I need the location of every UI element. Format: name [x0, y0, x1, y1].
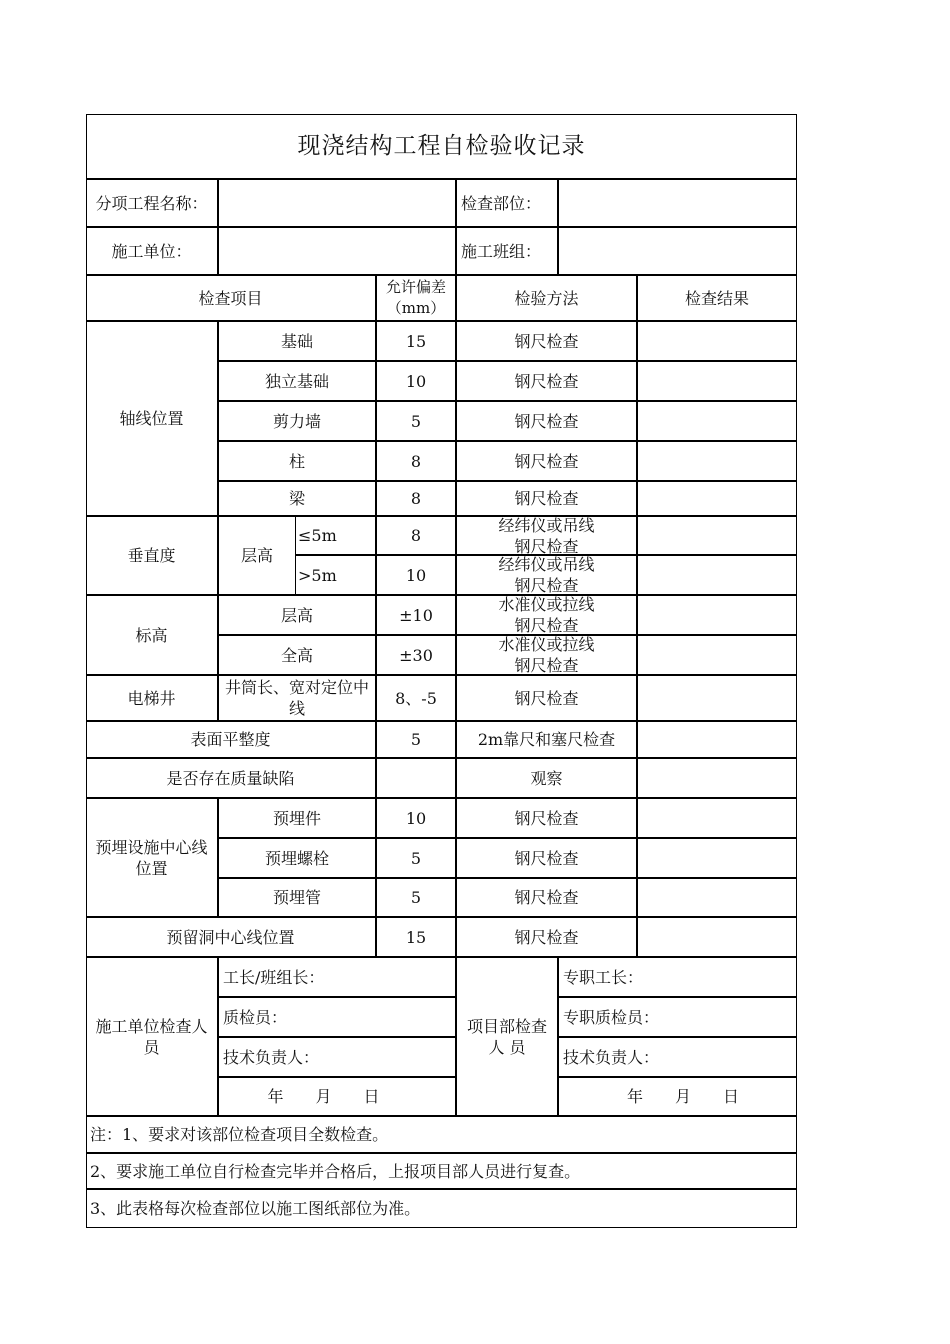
axis-row-method: 钢尺检查 — [514, 411, 579, 431]
result-cell[interactable] — [638, 918, 796, 956]
embedded-row-tol: 5 — [410, 888, 422, 907]
tech-lead-right-field[interactable]: 技术负责人： — [563, 1047, 660, 1067]
flatness-method: 2m靠尺和塞尺检查 — [477, 730, 616, 749]
team-label: 施工班组： — [461, 241, 542, 261]
axis-row-name: 梁 — [288, 489, 305, 508]
vertical-row-name: >5m — [298, 565, 337, 585]
subproject-field[interactable] — [219, 180, 455, 226]
embedded-row-name: 预埋件 — [272, 808, 321, 828]
note-line: 2、要求施工单位自行检查完毕并合格后，上报项目部人员进行复查。 — [90, 1161, 581, 1181]
result-cell[interactable] — [638, 722, 796, 757]
vertical-group-label: 垂直度 — [127, 546, 176, 565]
embedded-group-label: 预埋设施中心线位置 — [95, 837, 208, 878]
col-result-header: 检查结果 — [684, 288, 749, 308]
result-cell[interactable] — [638, 442, 796, 480]
result-cell[interactable] — [638, 676, 796, 720]
axis-row-tol: 8 — [410, 489, 422, 508]
form-title: 现浇结构工程自检验收记录 — [297, 132, 586, 159]
embedded-row-tol: 5 — [410, 848, 422, 868]
vertical-row-method: 经纬仪或吊线钢尺检查 — [498, 516, 595, 556]
embedded-row-method: 钢尺检查 — [514, 848, 579, 868]
holes-method: 钢尺检查 — [514, 927, 579, 947]
axis-row-name: 独立基础 — [264, 371, 329, 391]
vertical-row-tol: 10 — [405, 565, 427, 585]
col-method-header: 检验方法 — [514, 288, 579, 308]
vertical-row-tol: 8 — [410, 526, 422, 545]
result-cell[interactable] — [638, 759, 796, 797]
holes-tol: 15 — [405, 927, 427, 947]
defects-tol — [377, 759, 455, 797]
col-item-header: 检查项目 — [198, 288, 263, 308]
result-cell[interactable] — [638, 517, 796, 554]
axis-row-name: 剪力墙 — [272, 411, 321, 431]
defects-label: 是否存在质量缺陷 — [166, 768, 295, 788]
elevation-group-label: 标高 — [135, 625, 168, 645]
axis-row-name: 基础 — [280, 331, 313, 351]
flatness-tol: 5 — [410, 730, 422, 749]
embedded-row-method: 钢尺检查 — [514, 808, 579, 828]
axis-row-method: 钢尺检查 — [514, 451, 579, 471]
col-tolerance-header: 允许偏差（mm） — [385, 278, 446, 317]
elevation-row-method: 水准仪或拉线钢尺检查 — [498, 595, 595, 635]
inspector-field[interactable]: 质检员： — [223, 1007, 288, 1027]
vertical-row-method: 经纬仪或吊线钢尺检查 — [498, 555, 595, 595]
result-cell[interactable] — [638, 362, 796, 400]
embedded-row-name: 预埋螺栓 — [264, 848, 329, 868]
holes-label: 预留洞中心线位置 — [166, 927, 295, 947]
border-bottom — [86, 1227, 797, 1228]
axis-row-tol: 15 — [405, 331, 427, 351]
elevation-row-name: 全高 — [280, 645, 313, 665]
elevation-row-name: 层高 — [280, 605, 313, 625]
elevator-label: 电梯井 — [127, 688, 176, 708]
axis-row-name: 柱 — [288, 451, 305, 471]
elevator-tol: 8、-5 — [395, 688, 437, 708]
project-signoff-label: 项目部检查人 员 — [466, 1016, 547, 1057]
vertical-row-name: ≤5m — [298, 526, 337, 545]
result-cell[interactable] — [638, 402, 796, 440]
axis-row-method: 钢尺检查 — [514, 331, 579, 351]
axis-group-label: 轴线位置 — [119, 409, 184, 428]
axis-row-method: 钢尺检查 — [514, 371, 579, 391]
unit-field[interactable] — [219, 228, 455, 274]
result-cell[interactable] — [638, 799, 796, 837]
axis-row-tol: 8 — [410, 451, 422, 471]
subproject-label: 分项工程名称： — [95, 193, 208, 213]
inspection-form — [86, 114, 797, 1228]
axis-row-tol: 5 — [410, 411, 422, 431]
embedded-row-method: 钢尺检查 — [514, 888, 579, 907]
date-right[interactable]: 年 月 日 — [626, 1087, 739, 1106]
team-field[interactable] — [559, 228, 796, 274]
defects-method: 观察 — [530, 768, 563, 788]
embedded-row-name: 预埋管 — [272, 888, 321, 907]
note-line: 注：1、要求对该部位检查项目全数检查。 — [90, 1125, 389, 1144]
axis-row-method: 钢尺检查 — [514, 489, 579, 508]
border-right — [796, 114, 797, 1228]
result-cell[interactable] — [638, 879, 796, 916]
location-field[interactable] — [559, 180, 796, 226]
vertical-sub-label: 层高 — [240, 546, 273, 565]
elevation-row-method: 水准仪或拉线钢尺检查 — [498, 635, 595, 675]
full-inspector-field[interactable]: 专职质检员： — [563, 1007, 660, 1027]
embedded-row-tol: 10 — [405, 808, 427, 828]
note-line: 3、此表格每次检查部位以施工图纸部位为准。 — [90, 1199, 421, 1218]
unit-label: 施工单位： — [111, 241, 192, 261]
location-label: 检查部位： — [461, 193, 542, 213]
elevation-row-tol: ±30 — [399, 645, 433, 665]
elevation-row-tol: ±10 — [399, 605, 433, 625]
elevator-method: 钢尺检查 — [514, 688, 579, 708]
result-cell[interactable] — [638, 596, 796, 634]
result-cell[interactable] — [638, 636, 796, 674]
result-cell[interactable] — [638, 482, 796, 515]
full-foreman-field[interactable]: 专职工长： — [563, 967, 644, 987]
elevator-name: 井筒长、宽对定位中线 — [225, 678, 370, 718]
result-cell[interactable] — [638, 556, 796, 594]
foreman-field[interactable]: 工长/班组长： — [223, 967, 325, 987]
date-left[interactable]: 年 月 日 — [267, 1087, 380, 1106]
tech-lead-field[interactable]: 技术负责人： — [223, 1047, 320, 1067]
flatness-label: 表面平整度 — [190, 730, 271, 749]
contractor-signoff-label: 施工单位检查人 员 — [95, 1016, 208, 1057]
result-cell[interactable] — [638, 322, 796, 360]
axis-row-tol: 10 — [405, 371, 427, 391]
result-cell[interactable] — [638, 839, 796, 877]
